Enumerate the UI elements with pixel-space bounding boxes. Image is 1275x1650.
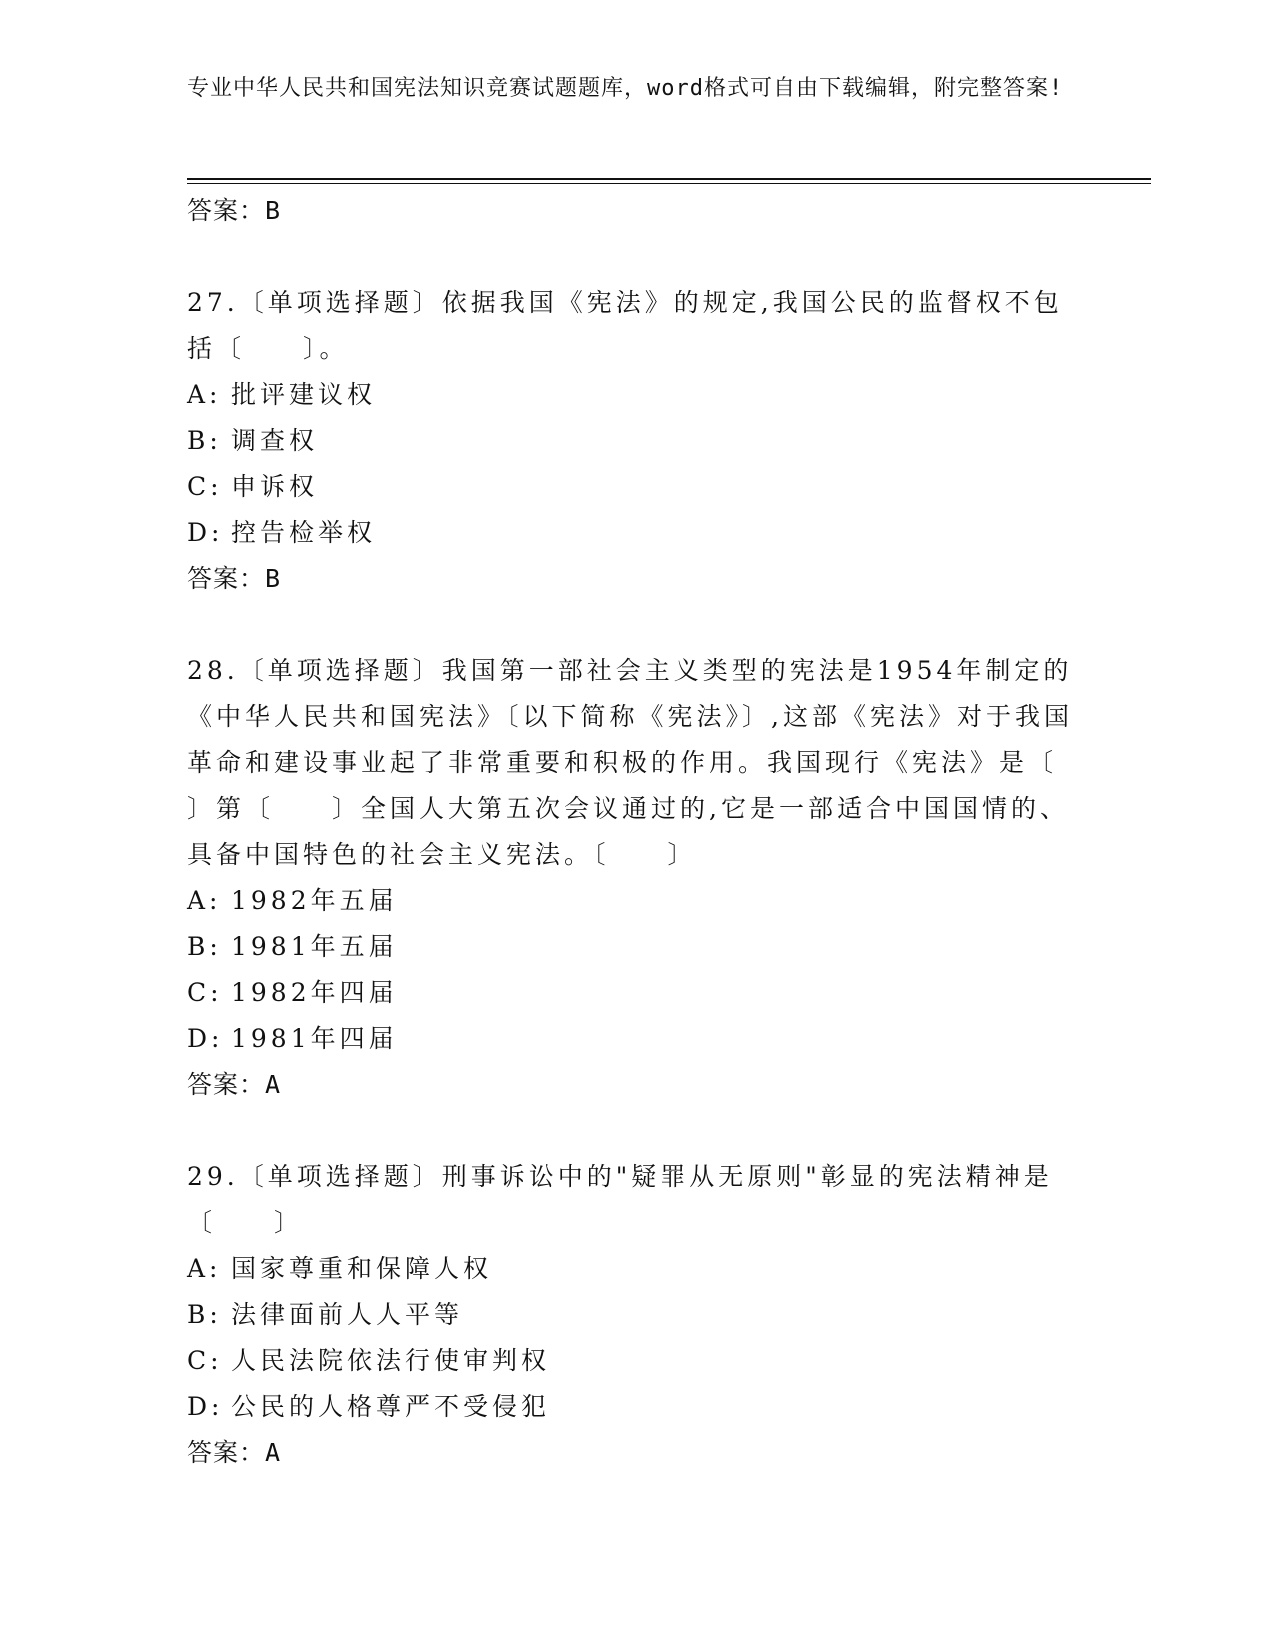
answer-line: 答案：B <box>187 564 282 593</box>
option-d <box>187 1016 1077 1062</box>
option-letter: C: <box>187 978 223 1007</box>
option-d <box>187 1384 1077 1430</box>
option-text: 1981年四届 <box>231 1024 398 1053</box>
option-c <box>187 464 1077 510</box>
option-text: 调查权 <box>231 426 319 455</box>
option-letter: D: <box>187 1024 224 1053</box>
option-b <box>187 1292 1077 1338</box>
option-letter: D: <box>187 518 224 547</box>
spacer <box>187 1108 1077 1154</box>
option-letter: C: <box>187 1346 223 1375</box>
option-text: 1981年五届 <box>231 932 398 961</box>
option-letter: A: <box>187 380 222 409</box>
option-letter: D: <box>187 1392 224 1421</box>
question-28 <box>187 648 1116 1108</box>
option-text: 国家尊重和保障人权 <box>231 1254 493 1283</box>
answer-line: 答案：A <box>187 1070 282 1099</box>
option-letter: B: <box>187 426 222 455</box>
option-c <box>187 970 1077 1016</box>
option-c <box>187 1338 1077 1384</box>
option-text: 1982年五届 <box>231 886 398 915</box>
header-rule-thick <box>187 178 1151 180</box>
option-text: 控告检举权 <box>231 518 377 547</box>
answer-line: 答案：A <box>187 1438 282 1467</box>
option-text: 1982年四届 <box>231 978 398 1007</box>
question-27 <box>187 280 1077 602</box>
option-text: 申诉权 <box>231 472 319 501</box>
option-a <box>187 878 1077 924</box>
option-a <box>187 1246 1077 1292</box>
question-text: 28.〔单项选择题〕我国第一部社会主义类型的宪法是1954年制定的《中华人民共和国宪法》〔以下简称《宪法》〕,这部《宪法》对于我国革命和建设事业起了非常重要和积极的作用。我国现行《宪法》是〔 〕第〔 〕全国人大第五次会议通过的,它是一部适合中国国情的、具备中国特色的社会主义宪法。〔 〕 <box>187 656 1116 869</box>
option-letter: B: <box>187 1300 222 1329</box>
option-text: 批评建议权 <box>231 380 377 409</box>
question-text: 27.〔单项选择题〕依据我国《宪法》的规定,我国公民的监督权不包括〔 〕。 <box>187 288 1063 363</box>
option-letter: C: <box>187 472 223 501</box>
option-letter: A: <box>187 886 222 915</box>
spacer <box>187 234 1077 280</box>
option-letter: A: <box>187 1254 222 1283</box>
question-list <box>187 188 1116 1476</box>
option-text: 公民的人格尊严不受侵犯 <box>231 1392 551 1421</box>
header-rule-thin <box>187 183 1151 184</box>
option-d <box>187 510 1077 556</box>
question-29 <box>187 1154 1077 1476</box>
option-b <box>187 418 1077 464</box>
answer-line: 答案：B <box>187 196 282 225</box>
spacer <box>187 602 1077 648</box>
question-text: 29.〔单项选择题〕刑事诉讼中的"疑罪从无原则"彰显的宪法精神是〔 〕 <box>187 1162 1053 1237</box>
page-header: 专业中华人民共和国宪法知识竞赛试题题库，word格式可自由下载编辑，附完整答案! <box>187 76 1064 101</box>
option-text: 法律面前人人平等 <box>231 1300 464 1329</box>
option-b <box>187 924 1077 970</box>
option-text: 人民法院依法行使审判权 <box>231 1346 551 1375</box>
option-a <box>187 372 1077 418</box>
option-letter: B: <box>187 932 222 961</box>
